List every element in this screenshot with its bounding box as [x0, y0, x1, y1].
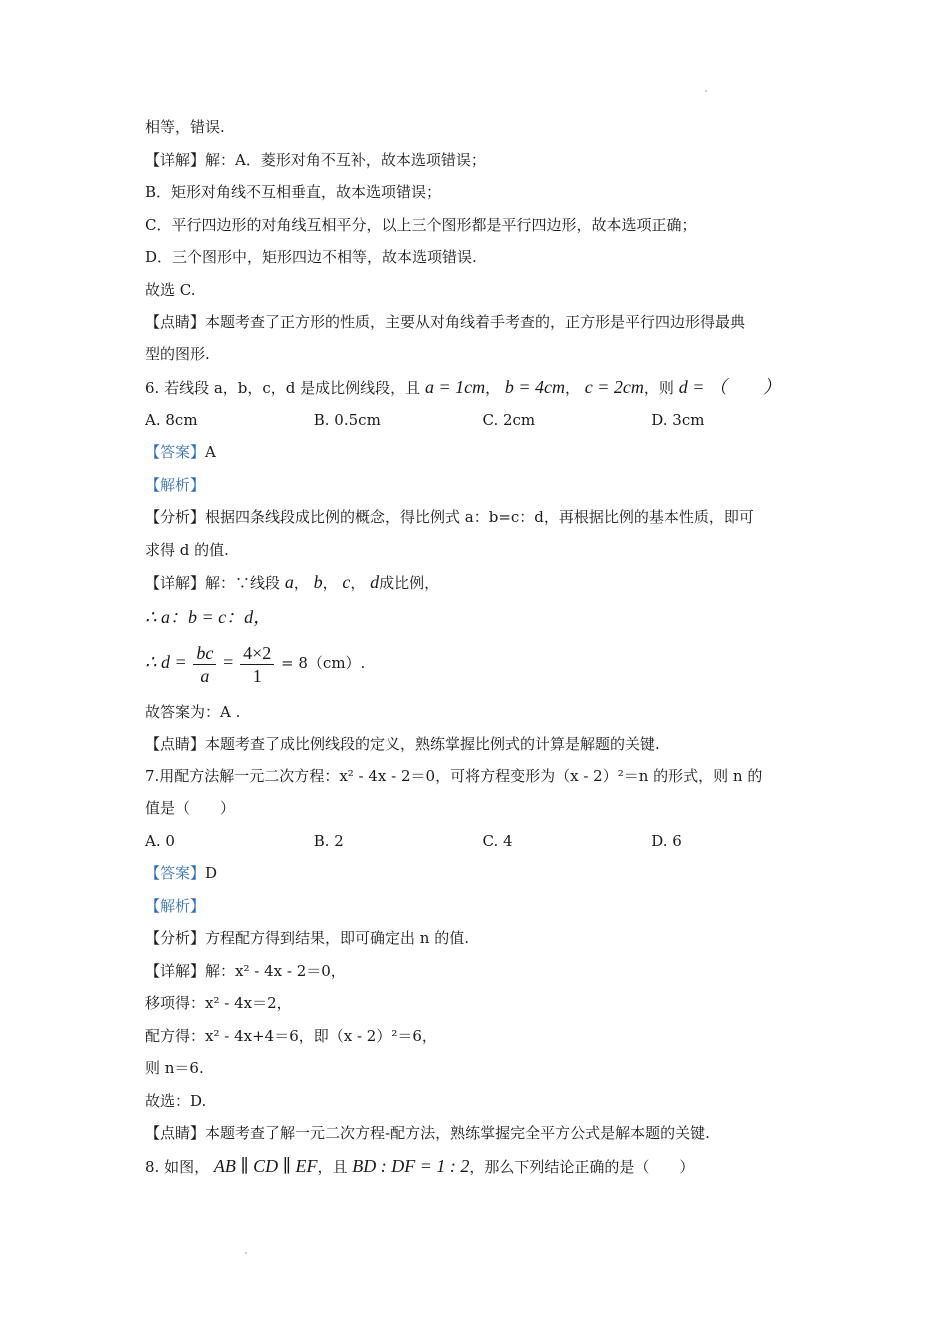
text: 8. 如图，: [145, 1158, 210, 1176]
equation: BD : DF = 1 : 2: [352, 1156, 470, 1176]
text-line: [145, 116, 820, 138]
text: 故答案为：A .: [145, 703, 241, 721]
option-a[interactable]: A. 8cm: [145, 411, 198, 429]
equation: ∴ d =: [145, 652, 187, 672]
question-7-stem: [145, 765, 820, 787]
var: d: [370, 572, 380, 592]
analysis-tag: 【解析】: [145, 476, 206, 494]
text: ，则: [643, 379, 674, 397]
text-line: [145, 1122, 820, 1144]
note-tag: 【点睛】: [145, 313, 206, 331]
question-6-stem: 6. 若线段 a，b，c，d 是成比例线段，且 a = 1cm， b = 4cm， c = 2cm，则 d = （ ）: [145, 377, 781, 397]
text: 方程配方得到结果，即可确定出 n 的值.: [205, 929, 469, 947]
numerator: 4×2: [240, 642, 274, 665]
answer-tag: 【答案】: [145, 443, 206, 461]
option-d[interactable]: D. 6: [651, 832, 682, 850]
fenxi-tag: 【分析】: [145, 929, 206, 947]
text-line: [145, 279, 820, 301]
answer-line: [145, 441, 820, 463]
question-7-options: [145, 830, 820, 852]
text-line: [145, 1057, 820, 1079]
text-line: [145, 797, 820, 819]
equation: a = 1cm: [424, 377, 486, 397]
text: 移项得：x² - 4x＝2，: [145, 994, 292, 1012]
note-tag: 【点睛】: [145, 1124, 206, 1142]
text: 解：A．菱形对角不互补，故本选项错误；: [205, 151, 486, 169]
text: 6. 若线段 a，b，c，d 是成比例线段，且: [145, 379, 421, 397]
text-line: [145, 506, 820, 528]
text-line: [145, 311, 820, 333]
text-line: [145, 1025, 820, 1047]
denominator: a: [200, 665, 210, 686]
equation: d = （ ）: [678, 377, 781, 397]
option-b[interactable]: B. 0.5cm: [313, 411, 381, 429]
text: B．矩形对角线不互相垂直，故本选项错误；: [145, 183, 442, 201]
question-8-stem: [145, 1155, 820, 1178]
note-tag: 【点睛】: [145, 735, 206, 753]
text-line: [145, 606, 820, 629]
text: 相等，错误.: [145, 118, 225, 136]
text: ，那么下列结论正确的是（ ）: [469, 1158, 695, 1176]
text: 配方得：x² - 4x+4＝6，即（x - 2）²＝6，: [145, 1027, 437, 1045]
answer-line: [145, 862, 820, 884]
fenxi-tag: 【分析】: [145, 508, 206, 526]
analysis-line: [145, 895, 820, 917]
fraction-bc-over-a: [193, 642, 216, 687]
result: = 8（cm）.: [281, 654, 366, 672]
text-line: [145, 733, 820, 755]
text-line: [145, 246, 820, 268]
detail-tag: 【详解】: [145, 574, 206, 592]
text: 故选：D.: [145, 1092, 207, 1110]
fraction-4x2-over-1: [240, 642, 274, 687]
text: 则 n＝6.: [145, 1059, 204, 1077]
text-line: 【详解】解：∵线段 a， b， c， d成比例，: [145, 572, 440, 592]
answer-value: D: [205, 864, 218, 882]
text: 求得 d 的值.: [145, 541, 229, 559]
text: 本题考查了解一元二次方程-配方法，熟练掌握完全平方公式是解本题的关键.: [205, 1124, 710, 1142]
text-line: [145, 927, 820, 949]
text: 故选 C.: [145, 281, 196, 299]
equation: b = 4cm: [504, 377, 566, 397]
text: 成比例，: [379, 574, 440, 592]
option-b[interactable]: B. 2: [313, 832, 344, 850]
option-c[interactable]: C. 2cm: [482, 411, 536, 429]
analysis-tag: 【解析】: [145, 897, 206, 915]
answer-value: A: [205, 443, 216, 461]
text-line: [145, 960, 820, 982]
detail-tag: 【详解】: [145, 962, 206, 980]
decorative-dot: [245, 1252, 247, 1254]
option-a[interactable]: A. 0: [145, 832, 175, 850]
analysis-line: [145, 474, 820, 496]
text-line: [145, 992, 820, 1014]
text-line: [145, 181, 820, 203]
detail-tag: 【详解】: [145, 151, 206, 169]
var: b: [313, 572, 323, 592]
text: 解：x² - 4x - 2＝0，: [205, 962, 346, 980]
text: D．三个图形中，矩形四边不相等，故本选项错误.: [145, 248, 477, 266]
option-d[interactable]: D. 3cm: [651, 411, 705, 429]
text-line: [145, 539, 820, 561]
answer-tag: 【答案】: [145, 864, 206, 882]
option-c[interactable]: C. 4: [482, 832, 513, 850]
text: 根据四条线段成比例的概念，得比例式 a：b=c：d，再根据比例的基本性质，即可: [205, 508, 754, 526]
text-line: [145, 1090, 820, 1112]
text-line: [145, 343, 820, 365]
text: 型的图形.: [145, 345, 210, 363]
question-6-options: [145, 409, 820, 431]
text-line: [145, 701, 820, 723]
numerator: bc: [193, 642, 216, 665]
denominator: 1: [252, 665, 262, 686]
fraction-line: ∴ d = $\frac{bc}{a}$ = $\frac{4\times 2}{1}$ = 8（cm）.: [145, 642, 366, 686]
text: 本题考查了成比例线段的定义，熟练掌握比例式的计算是解题的关键.: [205, 735, 660, 753]
var: a: [284, 572, 294, 592]
equation: ∴ a：b = c：d，: [145, 607, 272, 627]
text: 解：∵线段: [205, 574, 281, 592]
equation: AB ∥ CD ∥ EF: [213, 1156, 318, 1176]
text: 7.用配方法解一元二次方程：x² - 4x - 2＝0，可将方程变形为（x - 2）²＝n 的形式，则 n 的: [145, 767, 763, 785]
text-line: [145, 214, 820, 236]
text: C．平行四边形的对角线互相平分，以上三个图形都是平行四边形，故本选项正确；: [145, 216, 697, 234]
text: ，且: [317, 1158, 348, 1176]
equation: c = 2cm: [584, 377, 644, 397]
decorative-dot: [705, 90, 707, 92]
text: 值是（ ）: [145, 799, 236, 817]
text-line: [145, 149, 820, 171]
var: c: [342, 572, 351, 592]
text: 本题考查了正方形的性质，主要从对角线着手考查的，正方形是平行四边形得最典: [205, 313, 746, 331]
